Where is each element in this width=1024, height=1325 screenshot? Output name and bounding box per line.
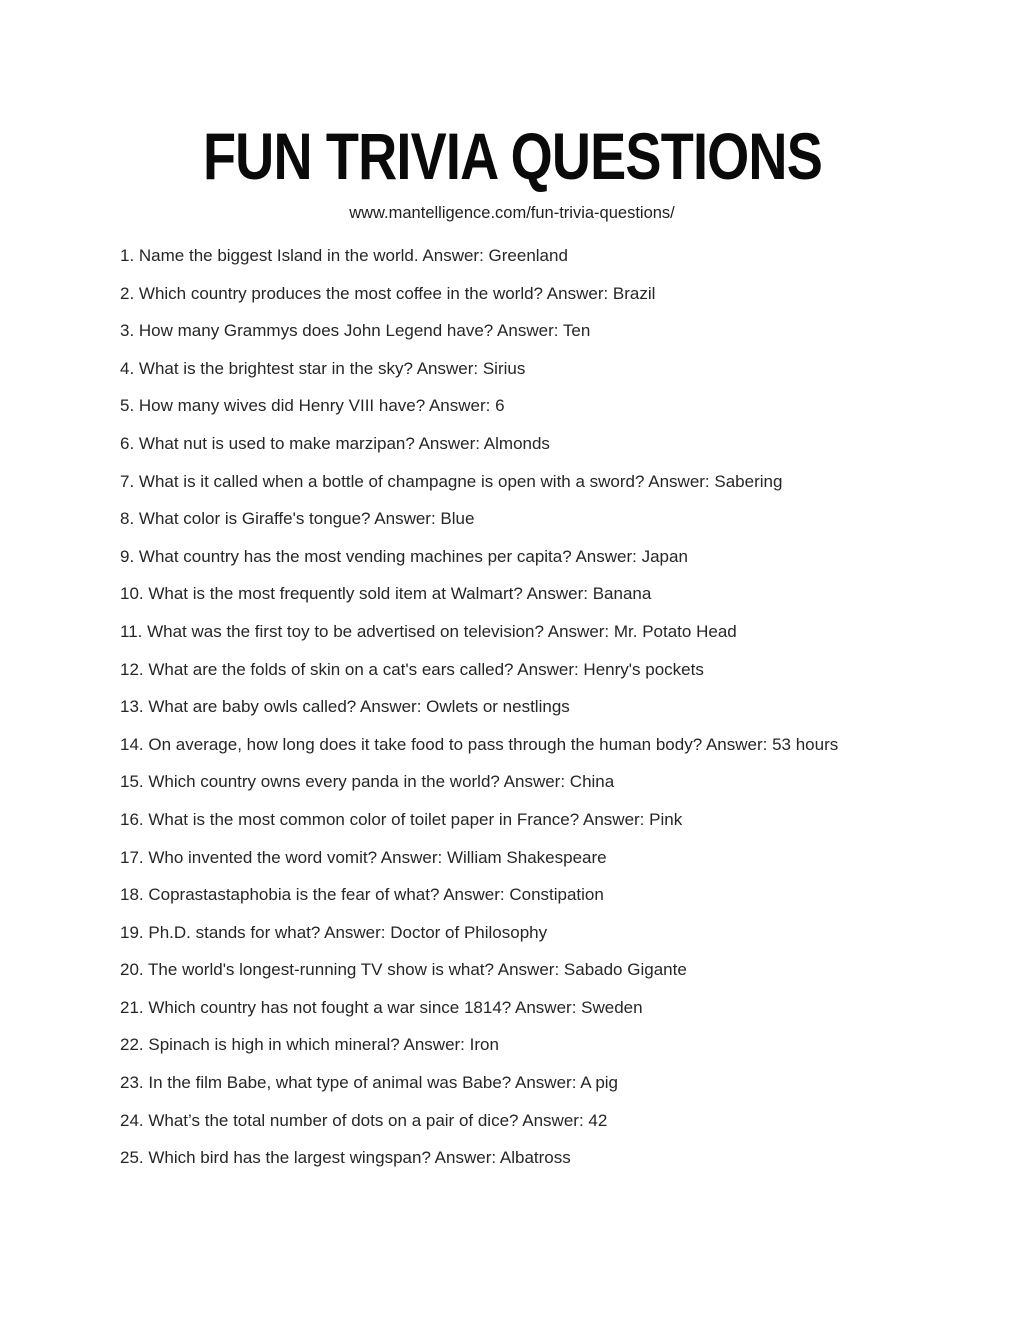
trivia-question-20: 20. The world's longest-running TV show is what? Answer: Sabado Gigante xyxy=(120,960,687,980)
trivia-question-2: 2. Which country produces the most coffee in the world? Answer: Brazil xyxy=(120,283,656,303)
page-title: FUN TRIVIA QUESTIONS xyxy=(202,119,822,193)
trivia-question-23: 23. In the film Babe, what type of animal was Babe? Answer: A pig xyxy=(120,1073,619,1093)
trivia-question-19: 19. Ph.D. stands for what? Answer: Doctor of Philosophy xyxy=(120,922,548,942)
trivia-question-11: 11. What was the first toy to be advertised on television? Answer: Mr. Potato Head xyxy=(120,621,737,641)
trivia-question-7: 7. What is it called when a bottle of champagne is open with a sword? Answer: Sabering xyxy=(120,471,783,491)
trivia-question-18: 18. Coprastastaphobia is the fear of what? Answer: Constipation xyxy=(120,885,604,905)
trivia-question-8: 8. What color is Giraffe's tongue? Answer: Blue xyxy=(120,509,475,529)
trivia-question-3: 3. How many Grammys does John Legend have? Answer: Ten xyxy=(120,321,591,341)
trivia-question-16: 16. What is the most common color of toilet paper in France? Answer: Pink xyxy=(120,809,683,829)
trivia-question-6: 6. What nut is used to make marzipan? Answer: Almonds xyxy=(120,433,550,453)
trivia-question-9: 9. What country has the most vending machines per capita? Answer: Japan xyxy=(120,546,688,566)
trivia-question-13: 13. What are baby owls called? Answer: Owlets or nestlings xyxy=(120,697,570,717)
trivia-question-4: 4. What is the brightest star in the sky? Answer: Sirius xyxy=(120,358,526,378)
trivia-question-5: 5. How many wives did Henry VIII have? Answer: 6 xyxy=(120,396,505,416)
source-url: www.mantelligence.com/fun-trivia-questions/ xyxy=(349,204,675,222)
trivia-question-10: 10. What is the most frequently sold item at Walmart? Answer: Banana xyxy=(120,584,652,604)
trivia-question-12: 12. What are the folds of skin on a cat's ears called? Answer: Henry's pockets xyxy=(120,659,704,679)
trivia-question-22: 22. Spinach is high in which mineral? Answer: Iron xyxy=(120,1035,499,1055)
title-container xyxy=(0,118,1024,194)
trivia-question-1: 1. Name the biggest Island in the world. Answer: Greenland xyxy=(120,246,568,265)
trivia-question-21: 21. Which country has not fought a war since 1814? Answer: Sweden xyxy=(120,997,643,1017)
url-container xyxy=(0,204,1024,223)
trivia-question-17: 17. Who invented the word vomit? Answer: William Shakespeare xyxy=(120,847,607,867)
trivia-question-25: 25. Which bird has the largest wingspan? Answer: Albatross xyxy=(120,1148,571,1168)
trivia-question-15: 15. Which country owns every panda in the world? Answer: China xyxy=(120,772,615,792)
trivia-question-list xyxy=(120,247,944,1187)
trivia-question-24: 24. What’s the total number of dots on a pair of dice? Answer: 42 xyxy=(120,1110,608,1130)
trivia-question-14: 14. On average, how long does it take food to pass through the human body? Answer: 53 hours xyxy=(120,734,839,754)
